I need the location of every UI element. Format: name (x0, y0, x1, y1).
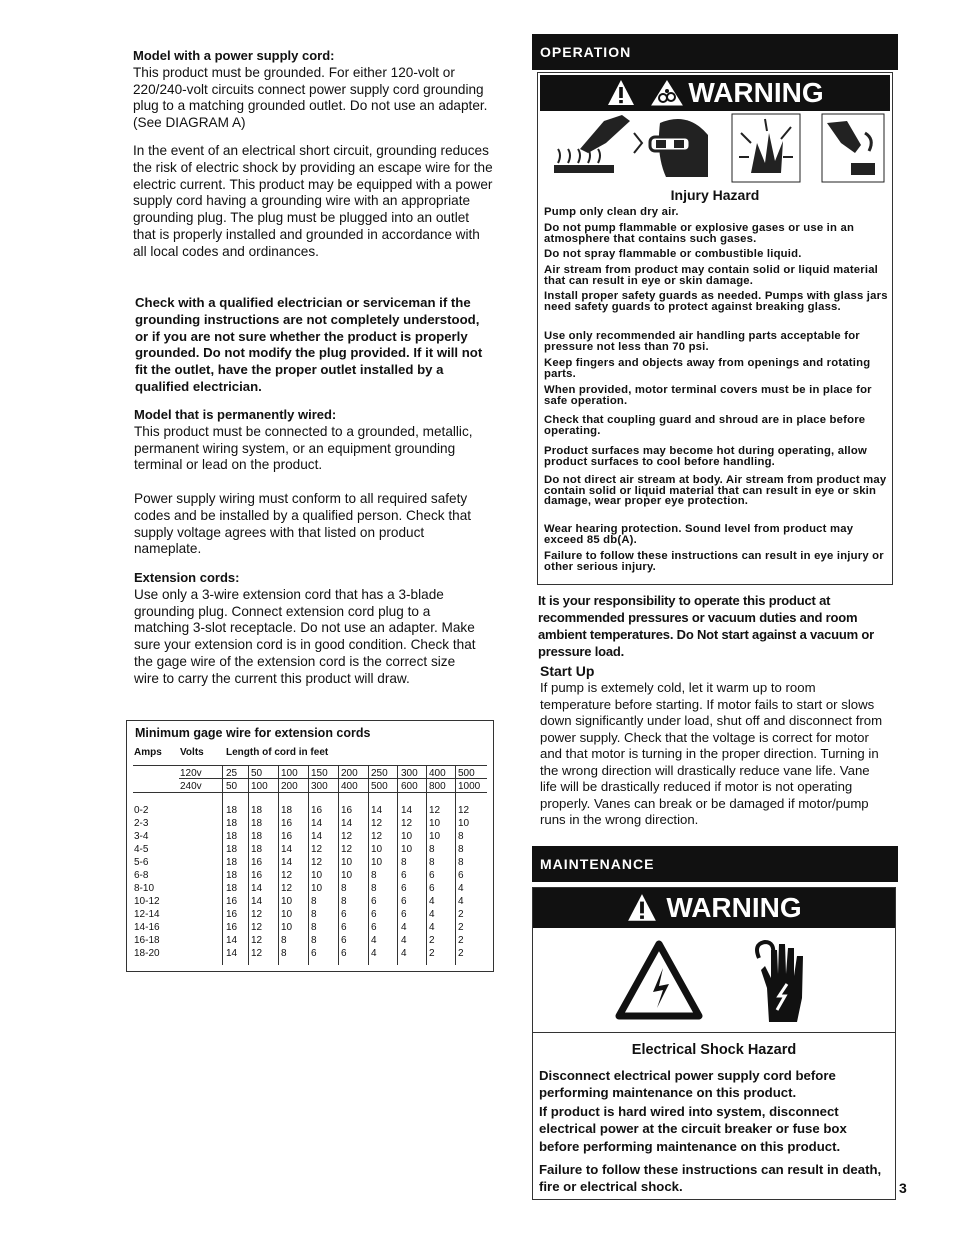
column-rule (455, 765, 456, 965)
amps-cell: 3-4 (134, 831, 149, 842)
gage-cell: 8 (281, 935, 287, 946)
maintenance-section-bar (532, 846, 898, 882)
gage-cell: 2 (429, 935, 435, 946)
maintenance-item: If product is hard wired into system, disconnect electrical power at the circuit breaker or fuse box before performing maintenance on this product. (539, 1104, 847, 1154)
gage-cell: 14 (226, 948, 238, 959)
amps-cell: 4-5 (134, 844, 149, 855)
gage-cell: 6 (341, 909, 347, 920)
gage-cell: 10 (281, 922, 293, 933)
page-number: 3 (899, 1180, 907, 1196)
gage-cell: 6 (341, 935, 347, 946)
gage-cell: 14 (311, 818, 323, 829)
gage-cell: 12 (311, 857, 323, 868)
gage-cell: 8 (371, 883, 377, 894)
gage-cell: 6 (311, 948, 317, 959)
amps-cell: 10-12 (134, 896, 160, 907)
extension-cords-block (134, 570, 479, 688)
injury-hazard-item: Use only recommended air handling parts acceptable for pressure not less than 70 psi. (544, 330, 860, 353)
gage-cell: 8 (281, 948, 287, 959)
gage-cell: 4 (401, 948, 407, 959)
gage-cell: 18 (226, 818, 238, 829)
gage-cell: 8 (429, 857, 435, 868)
injury-hazard-item: Install proper safety guards as needed. Pumps with glass jars need safety guards to protect against breaking glass. (544, 290, 888, 313)
gage-cell: 14 (371, 805, 383, 816)
injury-hazard-title: Injury Hazard (670, 187, 760, 203)
gage-cell: 4 (401, 922, 407, 933)
gage-cell: 6 (429, 883, 435, 894)
supply-wiring-text: Power supply wiring must conform to all required safety codes and be installed by a qualified person. Check that supply voltage agrees with that listed on product nameplate. (134, 491, 472, 557)
gage-cell: 8 (311, 896, 317, 907)
startup-block (540, 662, 885, 829)
column-rule (368, 765, 369, 965)
startup-heading: Start Up (540, 663, 595, 679)
gage-cell: 4 (458, 883, 464, 894)
column-rule (397, 765, 398, 965)
col-length: Length of cord in feet (226, 747, 329, 758)
perm-wired-heading: Model that is permanently wired: (134, 407, 337, 422)
length-120-header: 250 (371, 768, 388, 779)
gage-cell: 16 (226, 896, 238, 907)
column-rule (222, 765, 223, 965)
gage-cell: 6 (341, 948, 347, 959)
gage-cell: 10 (401, 831, 413, 842)
hot-surface-icon (544, 113, 646, 183)
gage-cell: 12 (429, 805, 441, 816)
amps-cell: 12-14 (134, 909, 160, 920)
gage-cell: 10 (371, 844, 383, 855)
length-240-header: 500 (371, 781, 388, 792)
gage-cell: 12 (341, 844, 353, 855)
injury-hazard-item: Pump only clean dry air. (544, 206, 679, 218)
length-240-header: 600 (401, 781, 418, 792)
length-120-header: 500 (458, 768, 475, 779)
injury-hazard-item: Check that coupling guard and shroud are in place before operating. (544, 414, 866, 437)
gage-cell: 12 (458, 805, 470, 816)
maintenance-item: Disconnect electrical power supply cord before performing maintenance on this product. (539, 1068, 836, 1101)
power-cord-text: This product must be grounded. For either 120-volt or 220/240-volt circuits connect power supply cord grounding plug to a matching grounded outlet. Do not use an adapter. (See DIAGRAM A) (133, 64, 488, 131)
gage-cell: 16 (251, 870, 263, 881)
amps-cell: 0-2 (134, 805, 149, 816)
injury-hazard-item: Do not direct air stream at body. Air stream from product may contain solid or liquid material that can result in eye or skin damage, wear proper eye protection. (544, 474, 887, 507)
injury-hazard-item: Do not spray flammable or combustible liquid. (544, 248, 802, 260)
gage-cell: 4 (458, 896, 464, 907)
gage-cell: 18 (281, 805, 293, 816)
column-rule (426, 765, 427, 965)
amps-cell: 14-16 (134, 922, 160, 933)
rotating-parts-icon (821, 113, 885, 183)
startup-text: If pump is extemely cold, let it warm up to room temperature before starting. If motor fails to start or slows down significantly under load, shut off and disconnect from power supply. Check that the voltage is correct for motor and that motor is turning in the proper direction. Turning in the wrong direction will drastically reduce vane life. Vane life will be drastically reduced if motor is not operating properly. Vanes can break or be damaged if motor/pump runs in the wrong direction. (540, 680, 883, 827)
gage-wire-table (126, 720, 494, 972)
length-240-header: 300 (311, 781, 328, 792)
gage-cell: 8 (311, 922, 317, 933)
column-rule (278, 765, 279, 965)
gage-cell: 18 (226, 831, 238, 842)
gage-cell: 14 (226, 935, 238, 946)
gage-cell: 8 (311, 935, 317, 946)
gage-cell: 2 (458, 922, 464, 933)
operation-section-bar (532, 34, 898, 70)
gage-cell: 8 (429, 844, 435, 855)
injury-hazard-item: Wear hearing protection. Sound level from product may exceed 85 db(A). (544, 523, 854, 546)
gage-cell: 18 (251, 831, 263, 842)
gage-cell: 12 (251, 909, 263, 920)
explosion-hazard-icon (731, 113, 801, 183)
gage-cell: 12 (251, 935, 263, 946)
length-120-header: 25 (226, 768, 238, 779)
gage-cell: 18 (251, 844, 263, 855)
volts-240-label: 240v (180, 781, 202, 792)
gage-cell: 8 (371, 870, 377, 881)
amps-cell: 18-20 (134, 948, 160, 959)
gage-cell: 8 (458, 831, 464, 842)
warning-header (540, 75, 890, 111)
gage-cell: 2 (458, 948, 464, 959)
column-rule (248, 765, 249, 965)
rule (133, 765, 487, 766)
gage-cell: 18 (251, 805, 263, 816)
shock-hand-icon (747, 938, 817, 1028)
left-column (133, 48, 493, 261)
length-120-header: 400 (429, 768, 446, 779)
gage-cell: 6 (401, 883, 407, 894)
amps-cell: 2-3 (134, 818, 149, 829)
length-120-header: 300 (401, 768, 418, 779)
table-title: Minimum gage wire for extension cords (135, 726, 371, 740)
gage-cell: 18 (226, 805, 238, 816)
gage-cell: 2 (458, 909, 464, 920)
gage-cell: 8 (341, 883, 347, 894)
gage-cell: 6 (429, 870, 435, 881)
injury-hazard-item: When provided, motor terminal covers must be in place for safe operation. (544, 384, 872, 407)
gage-cell: 4 (371, 935, 377, 946)
gage-cell: 12 (311, 844, 323, 855)
power-cord-heading: Model with a power supply cord: (133, 48, 335, 63)
gage-cell: 16 (226, 922, 238, 933)
volts-120-label: 120v (180, 768, 202, 779)
length-240-header: 50 (226, 781, 238, 792)
length-120-header: 150 (311, 768, 328, 779)
gage-cell: 12 (371, 818, 383, 829)
maintenance-warning-box (532, 887, 896, 1200)
injury-hazard-item: Keep fingers and objects away from openings and rotating parts. (544, 357, 871, 380)
gage-cell: 14 (251, 883, 263, 894)
gage-cell: 16 (341, 805, 353, 816)
eye-protection-icon (646, 115, 716, 183)
electrical-hazard-triangle-icon (615, 940, 703, 1020)
gage-cell: 6 (371, 922, 377, 933)
col-amps: Amps (134, 747, 162, 758)
gage-cell: 10 (429, 818, 441, 829)
gage-cell: 10 (281, 896, 293, 907)
gage-cell: 10 (341, 870, 353, 881)
gage-cell: 4 (429, 922, 435, 933)
injury-hazard-item: Product surfaces may become hot during operating, allow product surfaces to cool before handling. (544, 445, 867, 468)
gage-cell: 14 (251, 896, 263, 907)
gage-cell: 4 (371, 948, 377, 959)
gage-cell: 8 (458, 857, 464, 868)
column-rule (308, 765, 309, 965)
gage-cell: 14 (341, 818, 353, 829)
gage-cell: 6 (401, 909, 407, 920)
gage-cell: 12 (341, 831, 353, 842)
gage-cell: 18 (226, 870, 238, 881)
operation-warning-box (537, 72, 893, 585)
short-circuit-text: In the event of an electrical short circuit, grounding reduces the risk of electric shock by providing an escape wire for the electric current. This product may be equipped with a power supply cord having a grounding wire with an appropriate grounding plug. The plug must be plugged into an outlet that is properly installed and grounded in accordance with all local codes and ordinances. (133, 142, 493, 259)
divider (533, 1032, 895, 1033)
gage-cell: 10 (311, 883, 323, 894)
gage-cell: 14 (401, 805, 413, 816)
length-240-header: 1000 (458, 781, 481, 792)
length-240-header: 400 (341, 781, 358, 792)
length-240-header: 100 (251, 781, 268, 792)
gage-cell: 16 (281, 818, 293, 829)
amps-cell: 16-18 (134, 935, 160, 946)
gage-cell: 14 (281, 857, 293, 868)
gage-cell: 6 (401, 870, 407, 881)
maintenance-item: Failure to follow these instructions can result in death, fire or electrical shock. (539, 1162, 882, 1195)
gage-cell: 6 (341, 922, 347, 933)
gage-cell: 14 (311, 831, 323, 842)
gage-cell: 12 (251, 922, 263, 933)
length-240-header: 800 (429, 781, 446, 792)
gage-cell: 2 (429, 948, 435, 959)
gage-cell: 12 (251, 948, 263, 959)
gage-cell: 6 (371, 896, 377, 907)
gage-cell: 8 (311, 909, 317, 920)
column-rule (338, 765, 339, 965)
length-120-header: 100 (281, 768, 298, 779)
responsibility-text: It is your responsibility to operate this product at recommended pressures or vacuum duties and room ambient temperatures. Do Not start against a vacuum or pressure load. (538, 593, 874, 659)
ext-cords-heading: Extension cords: (134, 570, 240, 585)
length-120-header: 50 (251, 768, 263, 779)
gage-cell: 4 (429, 909, 435, 920)
gage-cell: 12 (401, 818, 413, 829)
length-120-header: 200 (341, 768, 358, 779)
operation-section-title: OPERATION (540, 44, 632, 60)
warning-word: WARNING (666, 892, 802, 923)
warning-word: WARNING (688, 77, 824, 108)
gage-cell: 10 (401, 844, 413, 855)
permanent-wiring-block (134, 407, 484, 474)
gage-cell: 16 (226, 909, 238, 920)
col-volts: Volts (180, 747, 204, 758)
exclamation-triangle-icon (606, 78, 636, 108)
gage-cell: 10 (281, 909, 293, 920)
gage-cell: 10 (371, 857, 383, 868)
maintenance-section-title: MAINTENANCE (540, 856, 655, 872)
gage-cell: 6 (401, 896, 407, 907)
gage-cell: 16 (251, 857, 263, 868)
gage-cell: 8 (458, 844, 464, 855)
ext-cords-text: Use only a 3-wire extension cord that has a 3-blade grounding plug. Connect extension cord plug to a matching 3-slot receptacle. Do not use an adapter. Make sure your extension cord is in good condition. Check that the gage wire of the extension cord is the correct size wire to carry the current this product will draw. (134, 586, 476, 686)
injury-hazard-item: Air stream from product may contain solid or liquid material that can result in eye or skin damage. (544, 264, 879, 287)
gage-cell: 10 (458, 818, 470, 829)
amps-cell: 6-8 (134, 870, 149, 881)
gage-cell: 18 (226, 857, 238, 868)
gage-cell: 12 (371, 831, 383, 842)
gage-cell: 2 (458, 935, 464, 946)
check-electrician-text: Check with a qualified electrician or serviceman if the grounding instructions are not completely understood, or if you are not sure whether the product is properly grounded. Do not modify the plug provided. If it will not fit the outlet, have the proper outlet installed by a qualified electrician. (135, 295, 483, 394)
gage-cell: 8 (401, 857, 407, 868)
warning-header (533, 888, 895, 928)
amps-cell: 5-6 (134, 857, 149, 868)
gage-cell: 10 (429, 831, 441, 842)
gage-cell: 16 (311, 805, 323, 816)
gage-cell: 10 (341, 857, 353, 868)
electrical-hazard-title: Electrical Shock Hazard (631, 1042, 797, 1058)
gage-cell: 8 (341, 896, 347, 907)
gage-cell: 18 (226, 883, 238, 894)
gage-cell: 18 (226, 844, 238, 855)
injury-hazard-item: Do not pump flammable or explosive gases or use in an atmosphere that contains such gases. (544, 222, 855, 245)
length-240-header: 200 (281, 781, 298, 792)
gage-cell: 12 (281, 883, 293, 894)
amps-cell: 8-10 (134, 883, 155, 894)
gage-cell: 18 (251, 818, 263, 829)
gage-cell: 10 (311, 870, 323, 881)
gage-cell: 4 (401, 935, 407, 946)
gage-cell: 6 (371, 909, 377, 920)
exclamation-triangle-icon (626, 892, 658, 924)
perm-wired-text: This product must be connected to a grounded, metallic, permanent wiring system, or an equipment grounding terminal or lead on the product. (134, 423, 473, 473)
gage-cell: 14 (281, 844, 293, 855)
gage-cell: 12 (281, 870, 293, 881)
gage-cell: 16 (281, 831, 293, 842)
gage-cell: 6 (458, 870, 464, 881)
gear-hazard-icon (650, 79, 684, 107)
gage-cell: 4 (429, 896, 435, 907)
injury-hazard-item: Failure to follow these instructions can result in eye injury or other serious injury. (544, 550, 884, 573)
